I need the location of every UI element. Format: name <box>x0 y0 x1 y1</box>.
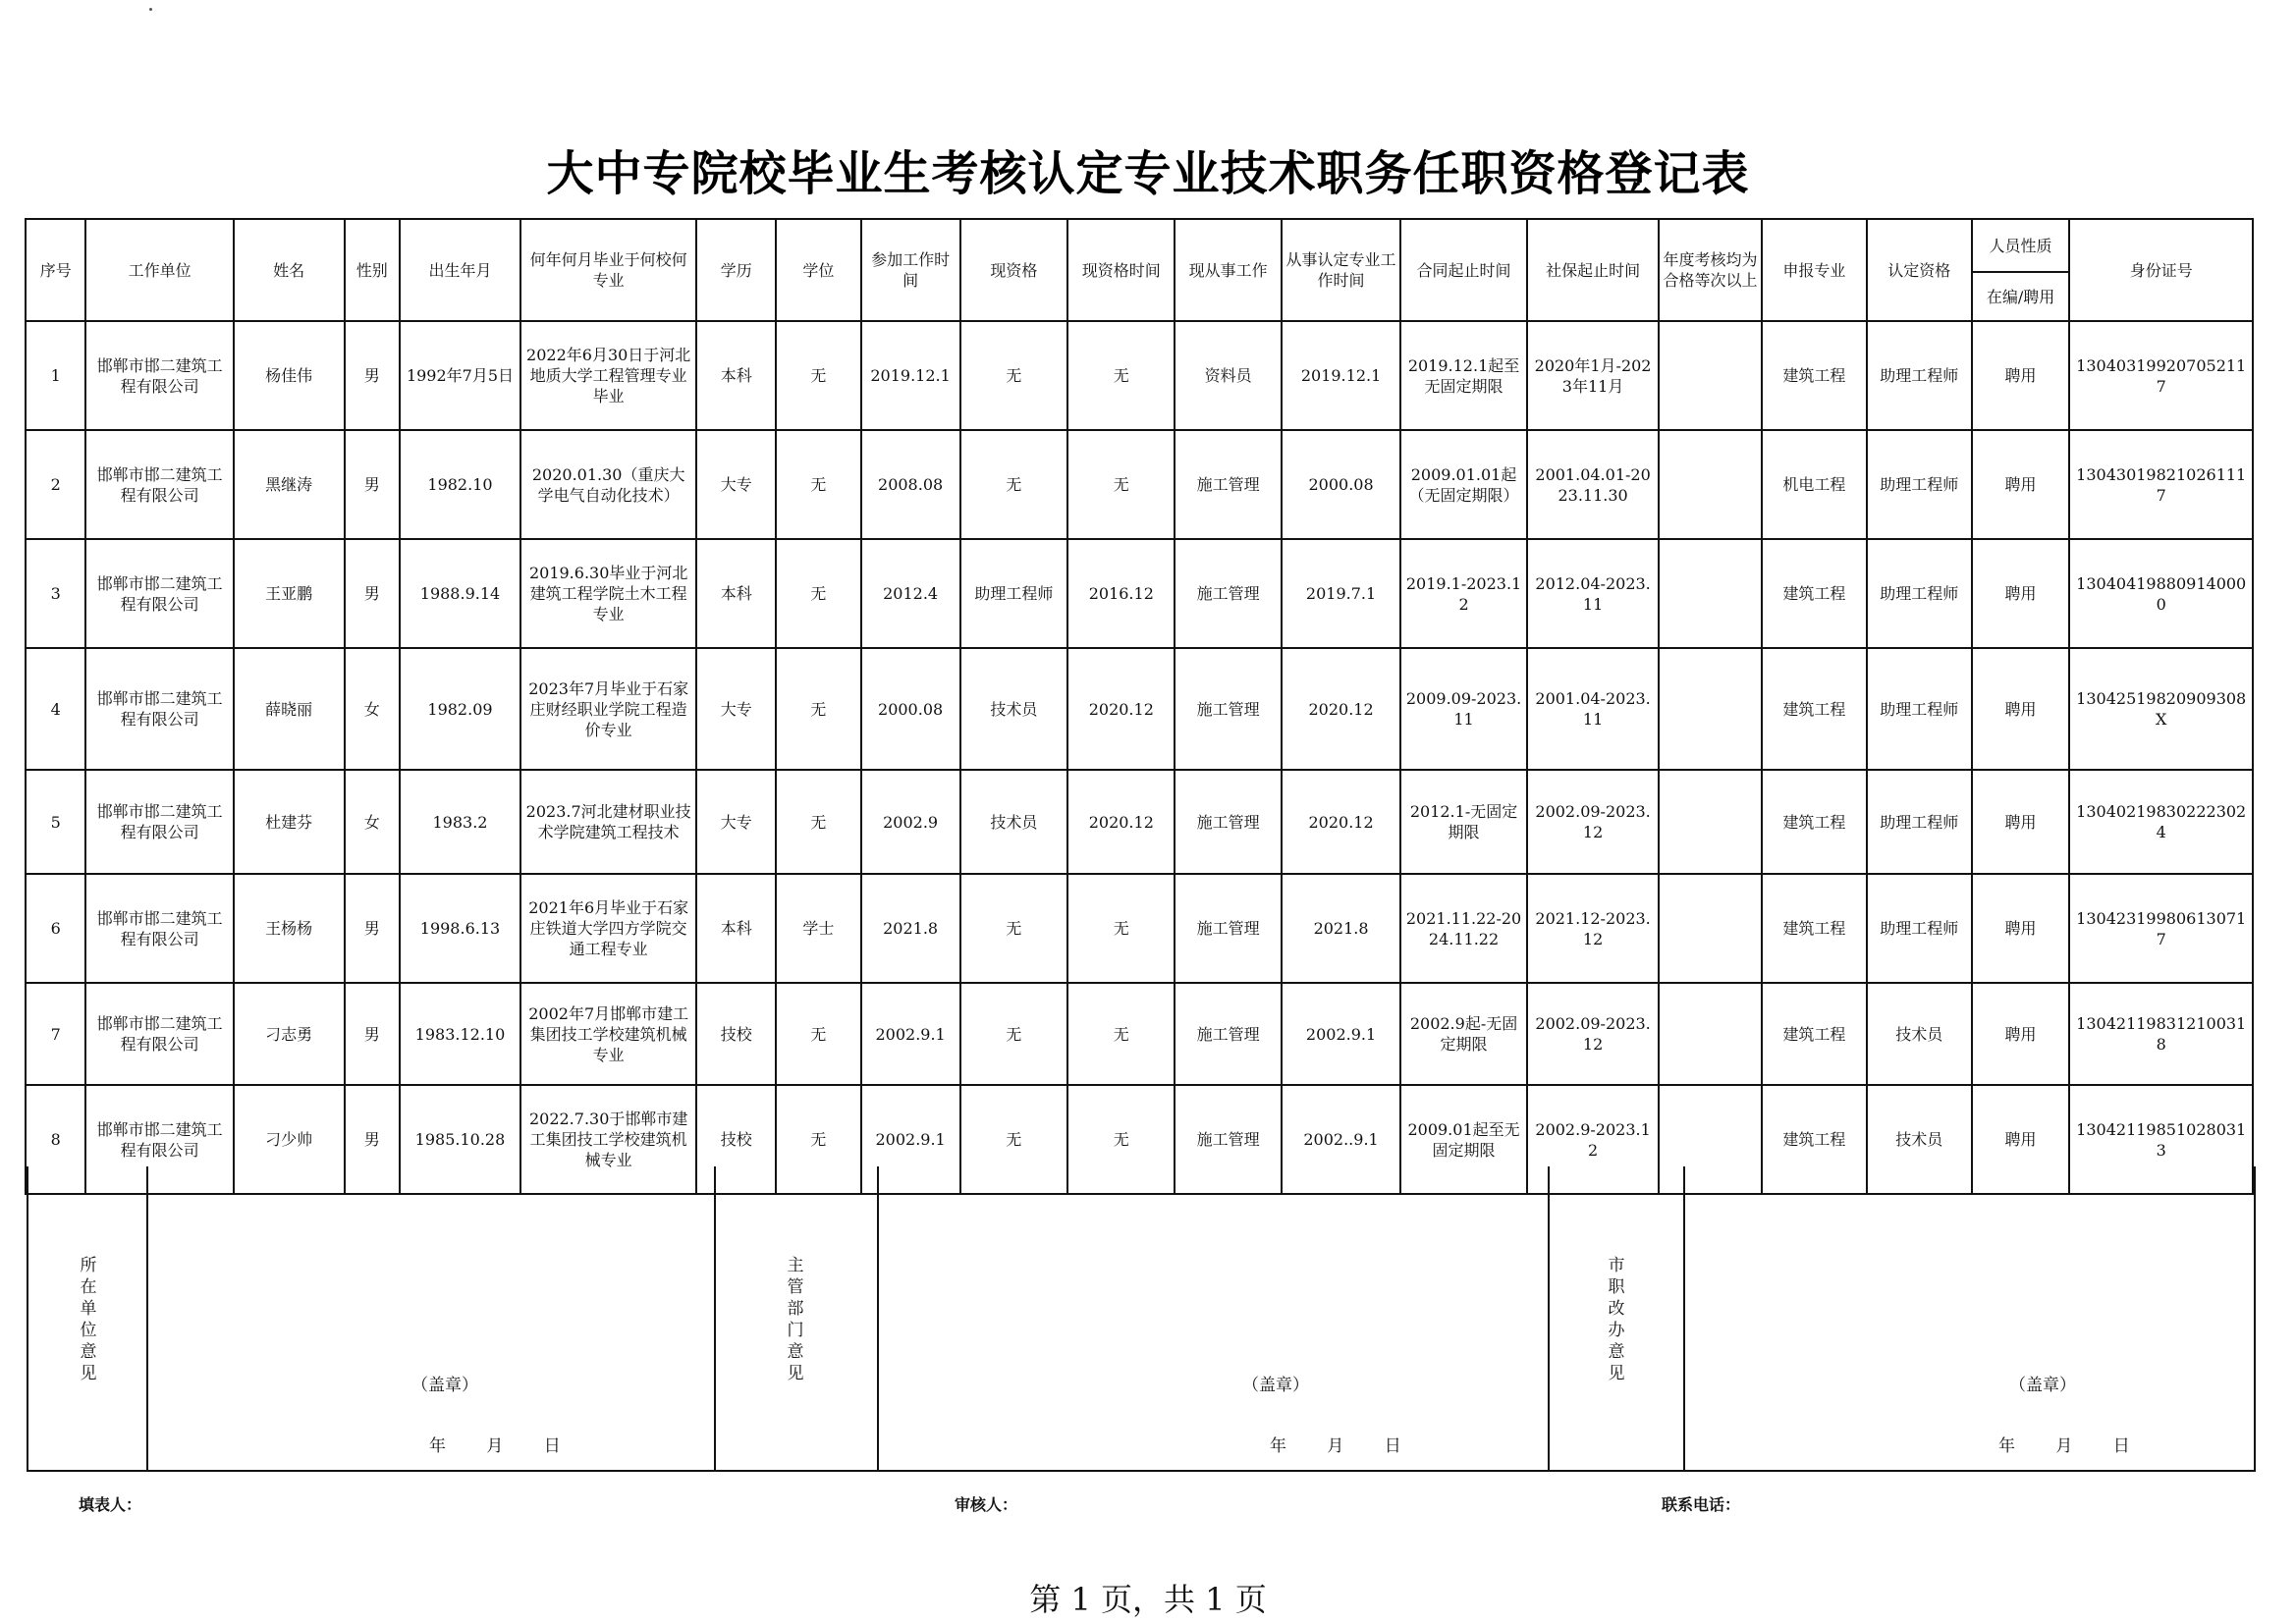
header-name: 姓名 <box>234 219 345 321</box>
cell-confirm-qual: 助理工程师 <box>1867 770 1972 874</box>
cell-birth: 1982.10 <box>400 430 520 539</box>
page-number: 第 1 页，共 1 页 <box>1029 1581 1267 1618</box>
cell-work-start: 2002.9.1 <box>861 983 960 1085</box>
cell-name: 薛晓丽 <box>234 648 345 770</box>
cell-no: 7 <box>26 983 85 1085</box>
opinion-section <box>27 1166 2256 1472</box>
cell-cur-qual: 无 <box>960 430 1068 539</box>
cell-name: 黑继涛 <box>234 430 345 539</box>
cell-insurance: 2021.12-2023.12 <box>1527 874 1659 983</box>
cell-birth: 1983.12.10 <box>400 983 520 1085</box>
cell-contract: 2019.1-2023.12 <box>1400 539 1527 648</box>
cell-unit: 邯郸市邯二建筑工程有限公司 <box>85 1085 233 1194</box>
cell-unit: 邯郸市邯二建筑工程有限公司 <box>85 430 233 539</box>
cell-cur-qual: 无 <box>960 1085 1068 1194</box>
reviewer-label: 审核人： <box>955 1495 1018 1514</box>
cell-cur-job: 施工管理 <box>1175 430 1282 539</box>
cell-insurance: 2020年1月-2023年11月 <box>1527 321 1659 430</box>
cell-edu: 大专 <box>696 430 776 539</box>
cell-work-start: 2000.08 <box>861 648 960 770</box>
header-cur-qual: 现资格 <box>960 219 1068 321</box>
cell-edu: 本科 <box>696 321 776 430</box>
cell-staff: 聘用 <box>1972 321 2070 430</box>
city-opinion-label-cell <box>1550 1166 1685 1470</box>
cell-degree: 无 <box>776 539 861 648</box>
cell-birth: 1985.10.28 <box>400 1085 520 1194</box>
cell-apply-major: 建筑工程 <box>1762 648 1867 770</box>
cell-confirm-qual: 助理工程师 <box>1867 874 1972 983</box>
cell-insurance: 2001.04.01-2023.11.30 <box>1527 430 1659 539</box>
unit-seal: （盖章） <box>411 1376 478 1395</box>
cell-annual <box>1659 430 1762 539</box>
cell-confirm-qual: 助理工程师 <box>1867 648 1972 770</box>
cell-contract: 2002.9起-无固定期限 <box>1400 983 1527 1085</box>
cell-cur-job: 施工管理 <box>1175 983 1282 1085</box>
header-cur-qual-time: 现资格时间 <box>1067 219 1175 321</box>
header-grad: 何年何月毕业于何校何专业 <box>520 219 696 321</box>
dept-date: 年 月 日 <box>1270 1436 1401 1456</box>
cell-cur-job: 资料员 <box>1175 321 1282 430</box>
cell-name: 杜建芬 <box>234 770 345 874</box>
cell-apply-major: 建筑工程 <box>1762 321 1867 430</box>
cell-job-time: 2020.12 <box>1282 648 1400 770</box>
header-unit: 工作单位 <box>85 219 233 321</box>
city-opinion-box <box>1685 1166 2254 1470</box>
cell-name: 刁志勇 <box>234 983 345 1085</box>
table-row <box>26 874 2253 983</box>
cell-annual <box>1659 983 1762 1085</box>
cell-job-time: 2002.9.1 <box>1282 983 1400 1085</box>
cell-birth: 1982.09 <box>400 648 520 770</box>
header-insurance: 社保起止时间 <box>1527 219 1659 321</box>
header-cur-job: 现从事工作 <box>1175 219 1282 321</box>
cell-name: 杨佳伟 <box>234 321 345 430</box>
cell-confirm-qual: 助理工程师 <box>1867 430 1972 539</box>
cell-id: 130421198510280313 <box>2069 1085 2253 1194</box>
cell-grad: 2023.7河北建材职业技术学院建筑工程技术 <box>520 770 696 874</box>
cell-cur-qual-time: 无 <box>1067 983 1175 1085</box>
unit-date: 年 月 日 <box>429 1436 561 1456</box>
header-degree: 学位 <box>776 219 861 321</box>
cell-cur-qual: 技术员 <box>960 770 1068 874</box>
header-id: 身份证号 <box>2069 219 2253 321</box>
cell-staff: 聘用 <box>1972 1085 2070 1194</box>
table-row <box>26 539 2253 648</box>
header-work-start: 参加工作时间 <box>861 219 960 321</box>
phone-label: 联系电话： <box>1662 1495 1741 1514</box>
cell-no: 2 <box>26 430 85 539</box>
cell-cur-qual: 无 <box>960 321 1068 430</box>
cell-cur-job: 施工管理 <box>1175 770 1282 874</box>
cell-contract: 2012.1-无固定期限 <box>1400 770 1527 874</box>
cell-edu: 本科 <box>696 539 776 648</box>
city-date: 年 月 日 <box>1998 1436 2130 1456</box>
cell-sex: 男 <box>345 1085 400 1194</box>
cell-cur-job: 施工管理 <box>1175 874 1282 983</box>
cell-id: 130404198809140000 <box>2069 539 2253 648</box>
cell-annual <box>1659 770 1762 874</box>
cell-annual <box>1659 648 1762 770</box>
cell-name: 刁少帅 <box>234 1085 345 1194</box>
cell-confirm-qual: 助理工程师 <box>1867 539 1972 648</box>
cell-work-start: 2012.4 <box>861 539 960 648</box>
cell-work-start: 2021.8 <box>861 874 960 983</box>
cell-edu: 本科 <box>696 874 776 983</box>
header-contract: 合同起止时间 <box>1400 219 1527 321</box>
cell-job-time: 2019.7.1 <box>1282 539 1400 648</box>
cell-apply-major: 机电工程 <box>1762 430 1867 539</box>
cell-birth: 1998.6.13 <box>400 874 520 983</box>
cell-grad: 2020.01.30（重庆大学电气自动化技术） <box>520 430 696 539</box>
dept-opinion-label-cell <box>716 1166 879 1470</box>
cell-cur-qual-time: 无 <box>1067 321 1175 430</box>
cell-grad: 2021年6月毕业于石家庄铁道大学四方学院交通工程专业 <box>520 874 696 983</box>
table-row <box>26 770 2253 874</box>
cell-id: 130430198210261117 <box>2069 430 2253 539</box>
cell-no: 1 <box>26 321 85 430</box>
header-confirm-qual: 认定资格 <box>1867 219 1972 321</box>
header-staff-sub: 在编/聘用 <box>1972 272 2070 321</box>
cell-degree: 无 <box>776 1085 861 1194</box>
header-staff-type: 人员性质 <box>1972 219 2070 272</box>
cell-contract: 2021.11.22-2024.11.22 <box>1400 874 1527 983</box>
cell-staff: 聘用 <box>1972 770 2070 874</box>
form-title: 大中专院校毕业生考核认定专业技术职务任职资格登记表 <box>546 146 1750 201</box>
cell-job-time: 2000.08 <box>1282 430 1400 539</box>
city-seal: （盖章） <box>2009 1376 2076 1395</box>
cell-edu: 技校 <box>696 983 776 1085</box>
cell-sex: 女 <box>345 648 400 770</box>
cell-id: 13042519820909308X <box>2069 648 2253 770</box>
cell-apply-major: 建筑工程 <box>1762 1085 1867 1194</box>
cell-no: 4 <box>26 648 85 770</box>
header-no: 序号 <box>26 219 85 321</box>
cell-unit: 邯郸市邯二建筑工程有限公司 <box>85 539 233 648</box>
cell-cur-qual-time: 无 <box>1067 1085 1175 1194</box>
cell-cur-qual-time: 无 <box>1067 430 1175 539</box>
cell-degree: 无 <box>776 983 861 1085</box>
cell-cur-qual-time: 2020.12 <box>1067 770 1175 874</box>
cell-grad: 2002年7月邯郸市建工集团技工学校建筑机械专业 <box>520 983 696 1085</box>
cell-contract: 2009.01.01起（无固定期限） <box>1400 430 1527 539</box>
cell-cur-qual-time: 无 <box>1067 874 1175 983</box>
cell-cur-qual: 无 <box>960 874 1068 983</box>
header-edu: 学历 <box>696 219 776 321</box>
header-apply-major: 申报专业 <box>1762 219 1867 321</box>
unit-opinion-label: 所在单位意见 <box>80 1256 97 1383</box>
table-row <box>26 983 2253 1085</box>
table-row <box>26 648 2253 770</box>
unit-opinion-label-cell <box>28 1166 148 1470</box>
cell-degree: 无 <box>776 430 861 539</box>
cell-cur-qual-time: 2016.12 <box>1067 539 1175 648</box>
cell-sex: 女 <box>345 770 400 874</box>
scan-speck <box>149 8 152 11</box>
header-annual: 年度考核均为合格等次以上 <box>1659 219 1762 321</box>
cell-unit: 邯郸市邯二建筑工程有限公司 <box>85 321 233 430</box>
cell-unit: 邯郸市邯二建筑工程有限公司 <box>85 983 233 1085</box>
dept-opinion-box <box>879 1166 1550 1470</box>
cell-grad: 2023年7月毕业于石家庄财经职业学院工程造价专业 <box>520 648 696 770</box>
cell-cur-job: 施工管理 <box>1175 539 1282 648</box>
filler-label: 填表人： <box>79 1495 142 1514</box>
cell-cur-qual: 无 <box>960 983 1068 1085</box>
cell-degree: 无 <box>776 770 861 874</box>
cell-edu: 大专 <box>696 648 776 770</box>
cell-contract: 2009.09-2023.11 <box>1400 648 1527 770</box>
cell-grad: 2022年6月30日于河北地质大学工程管理专业毕业 <box>520 321 696 430</box>
cell-insurance: 2002.9-2023.12 <box>1527 1085 1659 1194</box>
cell-cur-qual: 技术员 <box>960 648 1068 770</box>
table-body <box>26 321 2253 1194</box>
cell-cur-qual-time: 2020.12 <box>1067 648 1175 770</box>
cell-staff: 聘用 <box>1972 430 2070 539</box>
cell-degree: 无 <box>776 648 861 770</box>
cell-confirm-qual: 助理工程师 <box>1867 321 1972 430</box>
cell-job-time: 2020.12 <box>1282 770 1400 874</box>
cell-work-start: 2019.12.1 <box>861 321 960 430</box>
header-sex: 性别 <box>345 219 400 321</box>
cell-apply-major: 建筑工程 <box>1762 770 1867 874</box>
unit-opinion-box <box>148 1166 716 1470</box>
cell-insurance: 2001.04-2023.11 <box>1527 648 1659 770</box>
cell-annual <box>1659 874 1762 983</box>
table-row <box>26 430 2253 539</box>
cell-unit: 邯郸市邯二建筑工程有限公司 <box>85 648 233 770</box>
cell-unit: 邯郸市邯二建筑工程有限公司 <box>85 874 233 983</box>
header-row <box>26 219 2253 272</box>
cell-staff: 聘用 <box>1972 539 2070 648</box>
cell-id: 130423199806130717 <box>2069 874 2253 983</box>
header-birth: 出生年月 <box>400 219 520 321</box>
cell-confirm-qual: 技术员 <box>1867 1085 1972 1194</box>
cell-birth: 1992年7月5日 <box>400 321 520 430</box>
cell-sex: 男 <box>345 430 400 539</box>
registration-table <box>25 218 2254 1195</box>
cell-cur-qual: 助理工程师 <box>960 539 1068 648</box>
cell-grad: 2022.7.30于邯郸市建工集团技工学校建筑机械专业 <box>520 1085 696 1194</box>
city-opinion-label: 市职改办意见 <box>1608 1256 1625 1383</box>
cell-annual <box>1659 539 1762 648</box>
cell-insurance: 2002.09-2023.12 <box>1527 983 1659 1085</box>
cell-staff: 聘用 <box>1972 874 2070 983</box>
cell-id: 130403199207052117 <box>2069 321 2253 430</box>
cell-name: 王亚鹏 <box>234 539 345 648</box>
cell-contract: 2009.01起至无固定期限 <box>1400 1085 1527 1194</box>
cell-unit: 邯郸市邯二建筑工程有限公司 <box>85 770 233 874</box>
cell-apply-major: 建筑工程 <box>1762 874 1867 983</box>
cell-apply-major: 建筑工程 <box>1762 539 1867 648</box>
cell-cur-job: 施工管理 <box>1175 648 1282 770</box>
cell-job-time: 2019.12.1 <box>1282 321 1400 430</box>
cell-staff: 聘用 <box>1972 983 2070 1085</box>
cell-job-time: 2021.8 <box>1282 874 1400 983</box>
cell-id: 130402198302223024 <box>2069 770 2253 874</box>
cell-edu: 大专 <box>696 770 776 874</box>
cell-confirm-qual: 技术员 <box>1867 983 1972 1085</box>
cell-degree: 学士 <box>776 874 861 983</box>
cell-birth: 1983.2 <box>400 770 520 874</box>
cell-degree: 无 <box>776 321 861 430</box>
cell-cur-job: 施工管理 <box>1175 1085 1282 1194</box>
cell-job-time: 2002..9.1 <box>1282 1085 1400 1194</box>
header-job-time: 从事认定专业工作时间 <box>1282 219 1400 321</box>
cell-name: 王杨杨 <box>234 874 345 983</box>
cell-no: 5 <box>26 770 85 874</box>
cell-work-start: 2002.9.1 <box>861 1085 960 1194</box>
cell-sex: 男 <box>345 539 400 648</box>
cell-insurance: 2012.04-2023.11 <box>1527 539 1659 648</box>
cell-contract: 2019.12.1起至无固定期限 <box>1400 321 1527 430</box>
cell-apply-major: 建筑工程 <box>1762 983 1867 1085</box>
cell-birth: 1988.9.14 <box>400 539 520 648</box>
cell-work-start: 2008.08 <box>861 430 960 539</box>
cell-no: 3 <box>26 539 85 648</box>
cell-grad: 2019.6.30毕业于河北建筑工程学院土木工程专业 <box>520 539 696 648</box>
cell-work-start: 2002.9 <box>861 770 960 874</box>
cell-sex: 男 <box>345 874 400 983</box>
cell-sex: 男 <box>345 321 400 430</box>
cell-staff: 聘用 <box>1972 648 2070 770</box>
cell-no: 8 <box>26 1085 85 1194</box>
cell-no: 6 <box>26 874 85 983</box>
cell-id: 130421198312100318 <box>2069 983 2253 1085</box>
cell-insurance: 2002.09-2023.12 <box>1527 770 1659 874</box>
cell-sex: 男 <box>345 983 400 1085</box>
cell-edu: 技校 <box>696 1085 776 1194</box>
table-row <box>26 321 2253 430</box>
dept-opinion-label: 主管部门意见 <box>787 1256 804 1383</box>
cell-annual <box>1659 321 1762 430</box>
dept-seal: （盖章） <box>1242 1376 1309 1395</box>
